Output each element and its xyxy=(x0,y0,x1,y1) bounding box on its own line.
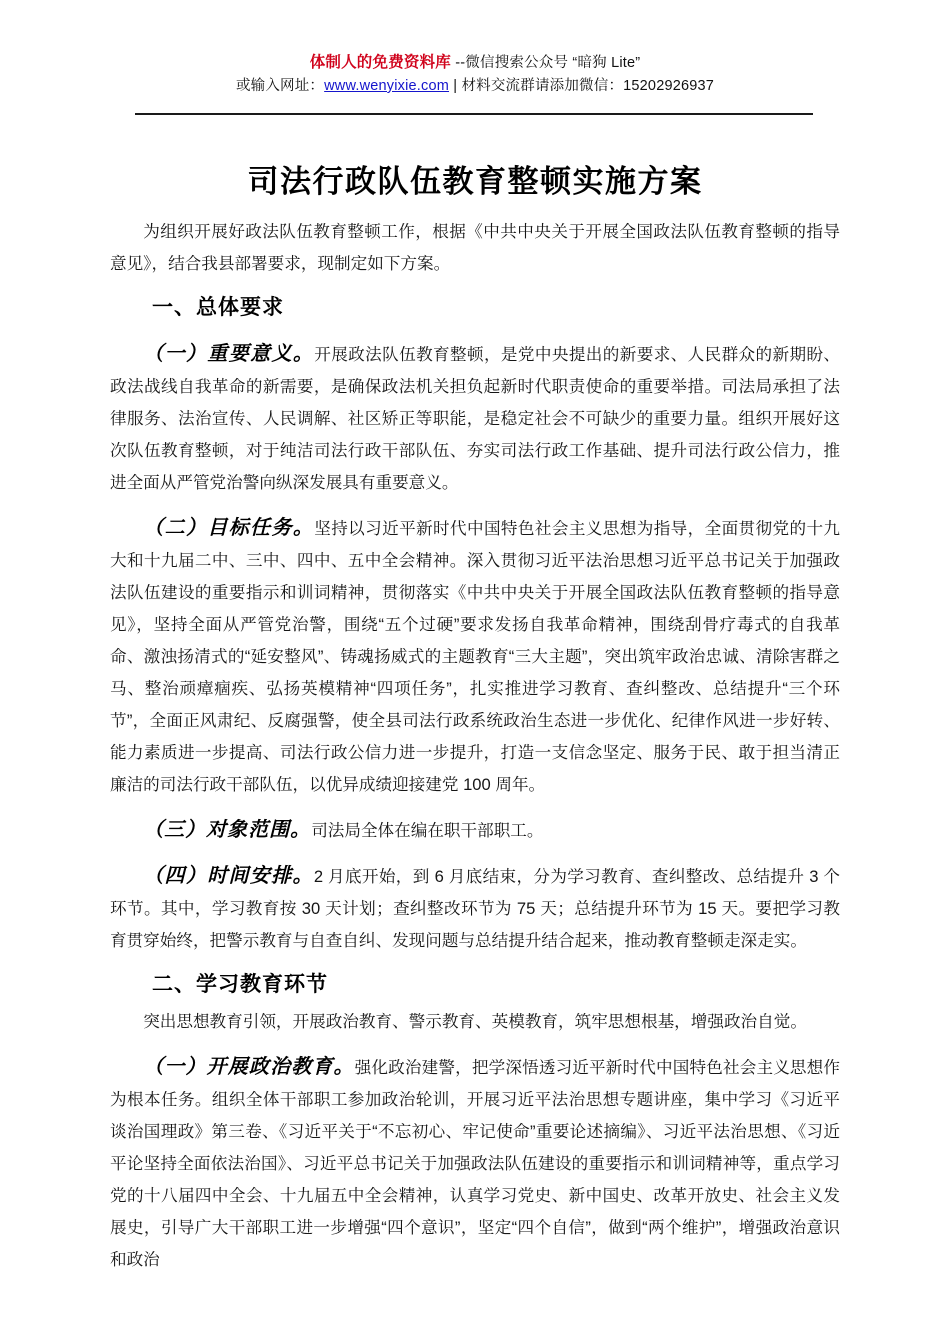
site-name: 体制人的免费资料库 xyxy=(309,54,452,71)
header-divider xyxy=(135,113,813,115)
subsection-lead-1-2: （二）目标任务。 xyxy=(143,515,315,539)
subsection-body-1-3: 司法局全体在编在职干部职工。 xyxy=(311,821,544,840)
promo-header-line-2 xyxy=(0,75,950,97)
page-title: 司法行政队伍教育整顿实施方案 xyxy=(247,164,703,200)
subsection-body-1-4: 2 月底开始，到 6 月底结束，分为学习教育、查纠整改、总结提升 3 个环节。其中，学习教育按 30 天计划；查纠整改环节为 75 天；总结提升环节为 15 天。要把学习教育贯穿始终，把警示教育与自查自纠、发现问题与总结提升结合起来，推动教育整顿走深走实。 xyxy=(110,867,840,950)
url-label: 或输入网址： xyxy=(235,78,325,94)
document-body xyxy=(110,160,840,1276)
subsection-1-4 xyxy=(110,859,840,957)
promo-header-line-1 xyxy=(0,52,950,74)
group-note: | 材料交流群请添加微信：15202926937 xyxy=(449,78,715,94)
subsection-body-1-1: 开展政法队伍教育整顿，是党中央提出的新要求、人民群众的新期盼、政法战线自我革命的新需要，是确保政法机关担负起新时代职责使命的重要举措。司法局承担了法律服务、法治宣传、人民调解、社区矫正等职能，是稳定社会不可缺少的重要力量。组织开展好这次队伍教育整顿，对于纯洁司法行政干部队伍、夯实司法行政工作基础、提升司法行政公信力，推进全面从严管党治警向纵深发展具有重要意义。 xyxy=(110,345,841,492)
subsection-1-3 xyxy=(110,813,840,847)
wechat-note: --微信搜索公众号 “暗狗 Lite” xyxy=(451,55,641,71)
subsection-lead-1-3: （三）对象范围。 xyxy=(143,817,312,841)
promo-header xyxy=(0,52,950,97)
subsection-1-2 xyxy=(110,511,840,801)
section-heading-2: 二、学习教育环节 xyxy=(152,973,328,996)
section-2-intro: 突出思想教育引领，开展政治教育、警示教育、英模教育，筑牢思想根基，增强政治自觉。 xyxy=(143,1012,807,1031)
subsection-lead-2-1: （一）开展政治教育。 xyxy=(143,1054,355,1078)
subsection-body-2-1: 强化政治建警，把学深悟透习近平新时代中国特色社会主义思想作为根本任务。组织全体干部职工参加政治轮训，开展习近平法治思想专题讲座，集中学习《习近平谈治国理政》第三卷、《习近平关于“不忘初心、牢记使命”重要论述摘编》、习近平法治思想、《习近平论坚持全面依法治国》、习近平总书记关于加强政法队伍建设的重要指示和训词精神等，重点学习党的十八届四中全会、十九届五中全会精神，认真学习党史、新中国史、改革开放史、社会主义发展史，引导广大干部职工进一步增强“四个意识”，坚定“四个自信”，做到“两个维护”，增强政治意识和政治 xyxy=(110,1058,841,1269)
subsection-lead-1-1: （一）重要意义。 xyxy=(143,341,315,365)
subsection-lead-1-4: （四）时间安排。 xyxy=(143,863,314,887)
subsection-1-1 xyxy=(110,337,840,499)
section-heading-1: 一、总体要求 xyxy=(152,296,284,319)
subsection-body-1-2: 坚持以习近平新时代中国特色社会主义思想为指导，全面贯彻党的十九大和十九届二中、三中、四中、五中全会精神。深入贯彻习近平法治思想习近平总书记关于加强政法队伍建设的重要指示和训词精神，贯彻落实《中共中央关于开展全国政法队伍教育整顿的指导意见》，坚持全面从严管党治警，围绕“五个过硬”要求发扬自我革命精神，围绕刮骨疗毒式的自我革命、激浊扬清式的“延安整风”、铸魂扬威式的主题教育“三大主题”，突出筑牢政治忠诚、清除害群之马、整治顽瘴痼疾、弘扬英模精神“四项任务”，扎实推进学习教育、查纠整改、总结提升“三个环节”，全面正风肃纪、反腐强警，使全县司法行政系统政治生态进一步优化、纪律作风进一步好转、能力素质进一步提高、司法行政公信力进一步提升，打造一支信念坚定、服务于民、敢于担当清正廉洁的司法行政干部队伍，以优异成绩迎接建党 100 周年。 xyxy=(110,519,841,794)
site-url-link[interactable]: www.wenyixie.com xyxy=(324,78,450,94)
subsection-2-1 xyxy=(110,1050,840,1276)
intro-paragraph: 为组织开展好政法队伍教育整顿工作，根据《中共中央关于开展全国政法队伍教育整顿的指导意见》，结合我县部署要求，现制定如下方案。 xyxy=(110,222,840,273)
